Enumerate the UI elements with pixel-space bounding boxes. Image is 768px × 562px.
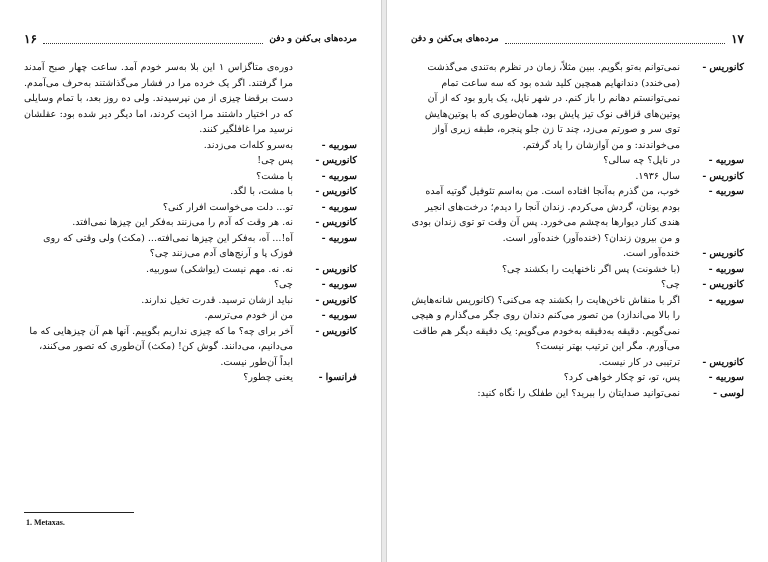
speaker-label: کانوریس — [322, 155, 357, 166]
speaker-name: سوربیه- — [708, 155, 744, 166]
dialogue-line — [24, 184, 357, 200]
line-text: نباید ازشان ترسید. قدرت تخیل ندارند. — [141, 294, 293, 306]
speaker-label: کانوریس — [322, 325, 357, 337]
dialogue-line — [24, 293, 357, 309]
line-text: در ناپل؟ چه سالی؟ — [603, 155, 680, 166]
page-number: ۱۶ — [24, 32, 37, 46]
speaker-label: سوربیه — [715, 294, 744, 306]
line-text: با مشت، با لگد. — [230, 186, 293, 197]
header-dots — [505, 35, 725, 44]
speaker-label: فرانسوا — [325, 372, 357, 383]
dialogue-line — [24, 308, 357, 324]
speaker-label: کانوریس — [709, 248, 744, 259]
line-text: نه. هر وقت که آدم را می‌زنند به‌فکر این چیزها نمی‌افتد. — [72, 217, 293, 228]
line-text: نمی‌توانید صدایتان را ببرید؟ این طفلک را نگاه کنید: — [477, 387, 680, 399]
line-text: (با خشونت) پس اگر ناخنهایت را بکشند چی؟ — [501, 263, 680, 275]
dialogue-line — [411, 153, 744, 169]
running-title: مرده‌های بی‌کفن و دفن — [411, 34, 499, 44]
page-header — [24, 32, 357, 46]
speaker-name: سوربیه- — [321, 310, 357, 321]
dialogue-line — [24, 370, 357, 386]
line-text: به‌سرو کله‌ات می‌زدند. — [203, 139, 293, 151]
speaker-name: سوربیه- — [321, 279, 357, 290]
dialogue-line — [411, 169, 744, 185]
dialogue-line — [24, 262, 357, 278]
page-body — [411, 60, 744, 401]
speaker-label: سوربیه — [328, 310, 357, 321]
header-dots — [43, 35, 263, 44]
line-text: اگر با منقاش ناخن‌هایت را بکشند چه می‌کنی؟ (کانوریس شانه‌هایش را بالا می‌اندازد) من تصور می‌کنم دندان روی جگر می‌گذارم و هیچی نمی‌گویم. دقیقه به‌دقیقه به‌خودم می‌گویم: یک دقیقه دیگر هم طاقت می‌آورم. مگر این ترتیب بهتر نیست؟ — [411, 294, 680, 352]
dialogue-line — [24, 277, 357, 293]
speaker-name: سوربیه- — [321, 201, 357, 213]
dialogue-list — [24, 138, 357, 386]
line-text: خوب، من گذرم به‌آنجا افتاده است. من به‌اسم تئوفیل گوتیه آمده بودم یونان، گردش می‌کردم. زندان آنجا را دیدم؛ درخت‌های انجیر هندی کنار دیوارها به‌چشم می‌خورد. پس آن وقت تو توی زندان بودی و من بیرون زندان؟ (خنده‌آور) خنده‌آور است. — [411, 186, 680, 244]
dialogue-line — [24, 153, 357, 169]
dialogue-line — [411, 355, 744, 371]
speaker-name: کانوریس- — [315, 325, 357, 337]
dialogue-line — [24, 138, 357, 154]
speaker-name: کانوریس- — [315, 155, 357, 166]
speaker-name: سوربیه- — [708, 294, 744, 306]
speaker-label: کانوریس — [709, 62, 744, 73]
line-text: پس چی! — [257, 155, 293, 166]
speaker-name: سوربیه- — [321, 139, 357, 151]
speaker-name: فرانسوا- — [318, 372, 357, 383]
dialogue-line — [411, 293, 744, 355]
speaker-label: لوسی — [720, 387, 744, 399]
dialogue-line — [24, 200, 357, 216]
speaker-label: کانوریس — [709, 170, 744, 182]
speaker-name: کانوریس- — [702, 356, 744, 368]
speaker-label: سوربیه — [328, 201, 357, 213]
speaker-name: سوربیه- — [321, 170, 357, 182]
speaker-label: سوربیه — [715, 372, 744, 383]
speaker-label: سوربیه — [715, 186, 744, 197]
speaker-name: کانوریس- — [702, 62, 744, 73]
line-text: سال ۱۹۳۶. — [635, 170, 680, 182]
line-text: من از خودم می‌ترسم. — [204, 310, 293, 321]
page-body — [24, 60, 357, 386]
dialogue-line — [24, 324, 357, 371]
speaker-name: لوسی- — [713, 387, 744, 399]
left-page — [0, 0, 382, 562]
speaker-label: سوربیه — [715, 155, 744, 166]
speaker-label: کانوریس — [322, 294, 357, 306]
speaker-label: سوربیه — [715, 263, 744, 275]
dialogue-line — [411, 370, 744, 386]
dialogue-line — [411, 60, 744, 153]
dialogue-line — [24, 215, 357, 231]
dialogue-line — [24, 169, 357, 185]
line-text: ترتیبی در کار نیست. — [598, 356, 680, 368]
page-header — [411, 32, 744, 46]
running-title: مرده‌های بی‌کفن و دفن — [269, 34, 357, 44]
line-text: با مشت؟ — [256, 170, 293, 182]
footnote: 1. Metaxas. — [26, 518, 65, 527]
right-page — [386, 0, 768, 562]
speaker-name: کانوریس- — [702, 279, 744, 290]
speaker-label: کانوریس — [322, 217, 357, 228]
line-text: خنده‌آور است. — [622, 248, 680, 259]
speaker-name: کانوریس- — [315, 217, 357, 228]
line-text: آه!... آه، به‌فکر این چیزها نمی‌افته... (مکث) ولی وقتی که روی فوزک پا و آرنج‌های آدم می‌زنند چی؟ — [43, 232, 293, 259]
speaker-name: سوربیه- — [708, 372, 744, 383]
speaker-name: کانوریس- — [702, 248, 744, 259]
speaker-name: کانوریس- — [315, 263, 357, 275]
speaker-label: کانوریس — [322, 186, 357, 197]
opening-paragraph: دوره‌ی متاگزاس ۱ این بلا به‌سر خودم آمد. ساعت چهار صبح آمدند مرا گرفتند. اگر یک خرده مرا در فشار می‌گذاشتند به‌حرف می‌آمدم. دست برقضا چیزی از من نپرسیدند. ولی ده روز بعد، با تمام وسایلی که در اختیار داشتند مرا اذیت کردند، اما دیگر دیر شده بود: عقلشان نرسید مرا غافلگیر کنند. — [24, 62, 293, 135]
speaker-name: سوربیه- — [321, 232, 357, 244]
line-text: نه. نه. مهم نیست (یواشکی) سوربیه. — [146, 263, 293, 275]
speaker-name: سوربیه- — [708, 186, 744, 197]
line-text: چی؟ — [273, 279, 293, 290]
dialogue-line — [411, 277, 744, 293]
speaker-name: کانوریس- — [702, 170, 744, 182]
line-text: نمی‌توانم به‌تو بگویم. ببین مثلاً، زمان در نظرم به‌تندی می‌گذشت (می‌خندد) دندانهایم همچین کلید شده بود که سه ساعت تمام نمی‌توانستم دهانم را باز کنم. در شهر ناپل، یک یارو بود که از آن پوتین‌های قزاقی نوک تیز پایش بود، همان‌طوری که با پوتین‌هایش توی سر و صورتم می‌زد، چند تا زن جلو پنجره، طبقه زیری آواز می‌خواندند: و من آوازشان را یاد گرفتم. — [424, 62, 680, 151]
speaker-label: سوربیه — [328, 170, 357, 182]
dialogue-list — [411, 60, 744, 401]
speaker-label: سوربیه — [328, 279, 357, 290]
line-text: تو... دلت می‌خواست افرار کنی؟ — [162, 201, 293, 213]
speaker-label: کانوریس — [709, 279, 744, 290]
speaker-label: سوربیه — [328, 139, 357, 151]
line-text: پس، تو، تو چکار خواهی کرد؟ — [563, 372, 680, 383]
footnote-rule — [24, 512, 134, 513]
dialogue-line — [411, 262, 744, 278]
speaker-label: سوربیه — [328, 232, 357, 244]
dialogue-line — [411, 246, 744, 262]
page-number: ۱۷ — [731, 32, 744, 46]
line-text: چی؟ — [660, 279, 680, 290]
line-text: آخر برای چه؟ ما که چیزی نداریم بگوییم. آنها هم آن چیزهایی که ما می‌دانیم، می‌دانند. گوش کن! (مکث) آن‌طوری که تصور می‌کنند، ابداً آن‌طور نیست. — [29, 325, 293, 368]
dialogue-line — [24, 231, 357, 262]
speaker-name: کانوریس- — [315, 294, 357, 306]
dialogue-line — [411, 386, 744, 402]
speaker-label: کانوریس — [322, 263, 357, 275]
dialogue-line — [411, 184, 744, 246]
speaker-name: کانوریس- — [315, 186, 357, 197]
speaker-name: سوربیه- — [708, 263, 744, 275]
line-text: یعنی چطور؟ — [243, 372, 293, 383]
speaker-label: کانوریس — [709, 356, 744, 368]
